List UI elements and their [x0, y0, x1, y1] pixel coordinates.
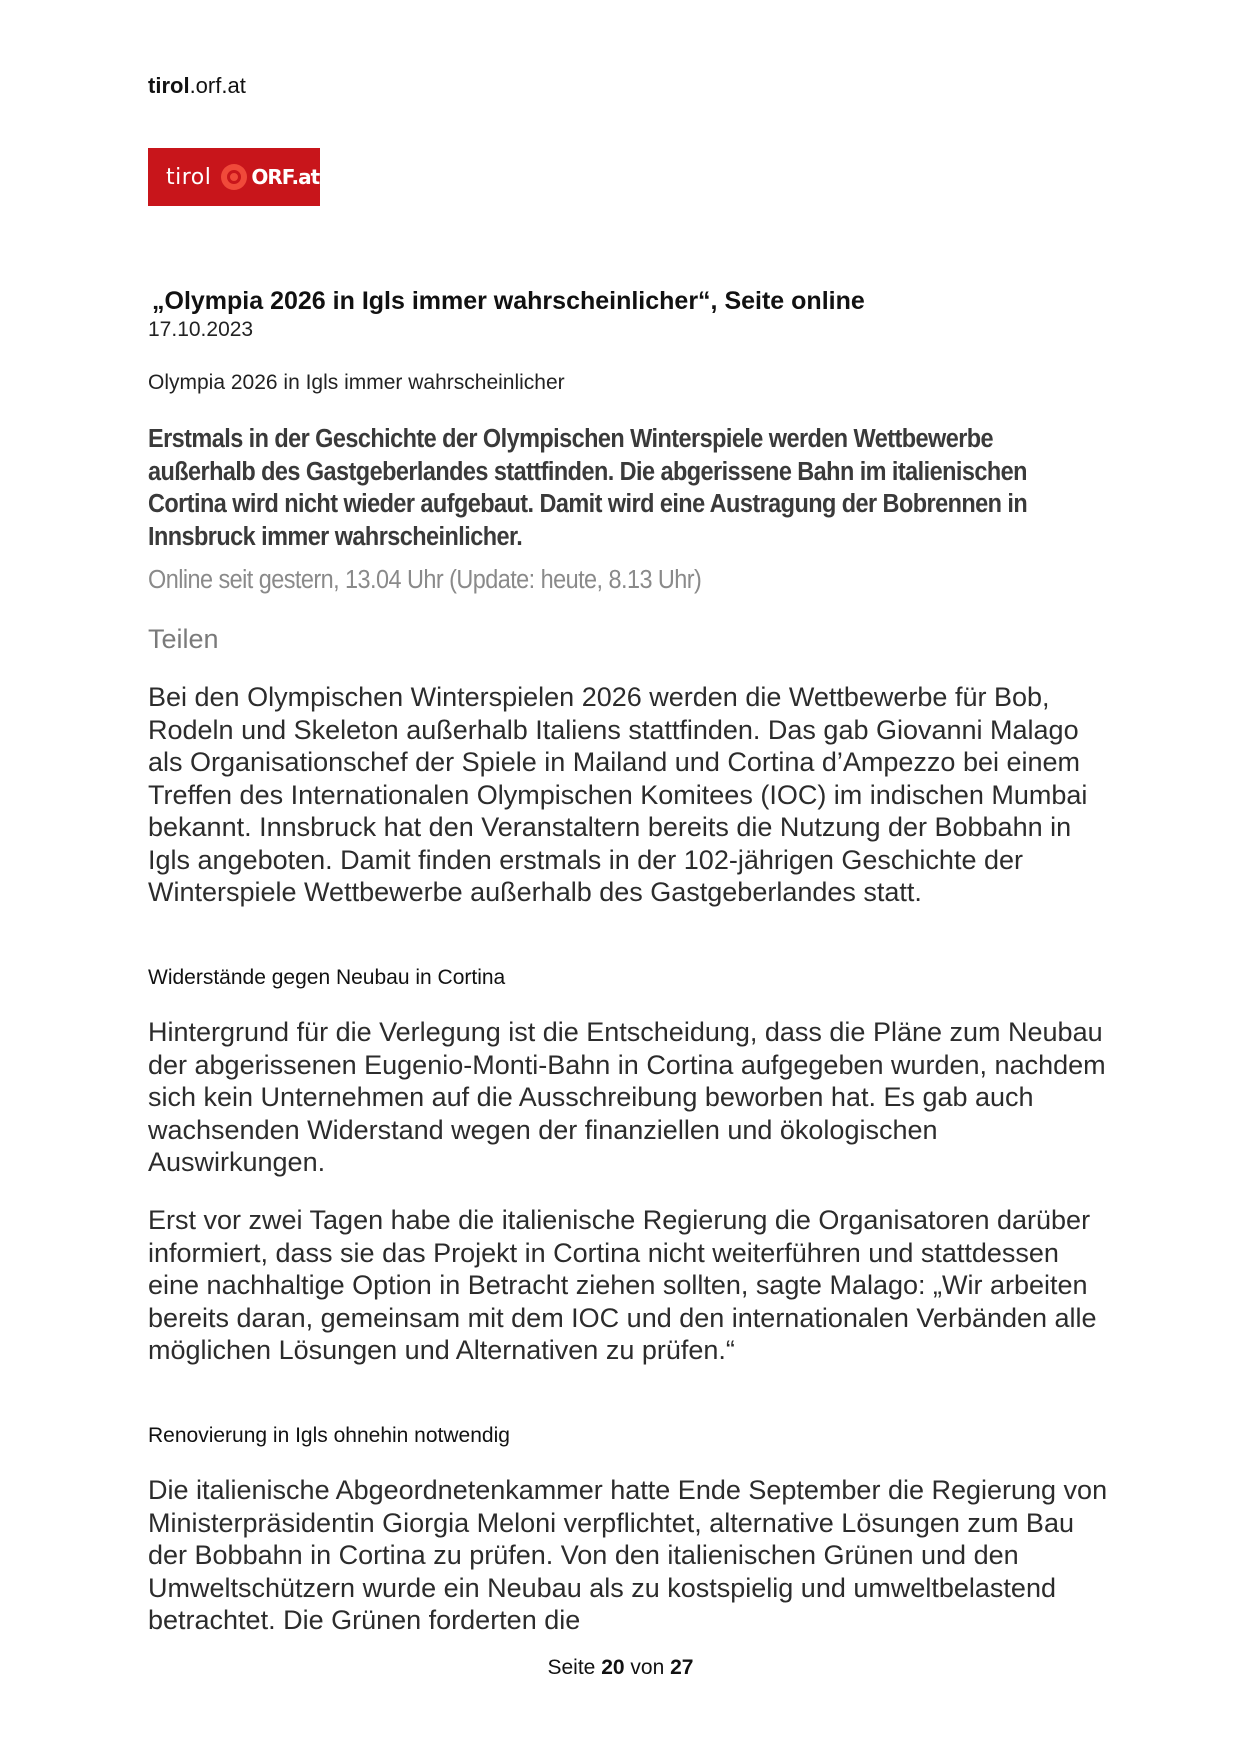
site-label	[148, 73, 246, 99]
footer-total-pages: 27	[670, 1656, 694, 1679]
footer-middle: von	[630, 1656, 665, 1679]
section-heading-2: Renovierung in Igls ohnehin notwendig	[148, 1424, 510, 1447]
article-title: „Olympia 2026 in Igls immer wahrscheinlicher“, Seite online	[152, 287, 865, 315]
tirol-orf-logo	[148, 148, 320, 206]
footer-current-page: 20	[601, 1656, 625, 1679]
logo-tirol-text: tirol	[166, 164, 212, 190]
site-label-rest: .orf.at	[189, 73, 246, 98]
section-heading-1: Widerstände gegen Neubau in Cortina	[148, 966, 506, 989]
footer-prefix: Seite	[547, 1656, 596, 1679]
article-date: 17.10.2023	[148, 318, 254, 341]
paragraph-3: Erst vor zwei Tagen habe die italienische Regierung die Organisatoren darüber informiert, dass sie das Projekt in Cortina nicht weiterführen und stattdessen eine nachhaltige Option in Betracht ziehen sollten, sagte Malago: „Wir arbeiten bereits daran, gemeinsam mit dem IOC und den internationalen Verbänden alle möglichen Lösungen und Alternativen zu prüfen.“	[148, 1205, 1097, 1365]
share-label: Teilen	[148, 624, 219, 654]
article-subtitle: Olympia 2026 in Igls immer wahrscheinlicher	[148, 371, 565, 394]
article-lead: Erstmals in der Geschichte der Olympischen Winterspiele werden Wettbewerbe außerhalb des Gastgeberlandes stattfinden. Die abgerissene Bahn im italienischen Cortina wird nicht wieder aufgebaut. Damit wird eine Austragung der Bobrennen in Innsbruck immer wahrscheinlicher.	[148, 425, 1028, 551]
online-since: Online seit gestern, 13.04 Uhr (Update: heute, 8.13 Uhr)	[148, 566, 702, 594]
paragraph-4: Die italienische Abgeordnetenkammer hatte Ende September die Regierung von Ministerpräsidentin Giorgia Meloni verpflichtet, alternative Lösungen zum Bau der Bobbahn in Cortina zu prüfen. Von den italienischen Grünen und den Umweltschützern wurde ein Neubau als zu kostspielig und umweltbelastend betrachtet. Die Grünen forderten die	[148, 1475, 1108, 1635]
orf-eye-icon	[221, 164, 247, 190]
logo-orf-text: ORF.at	[251, 165, 320, 189]
paragraph-1: Bei den Olympischen Winterspielen 2026 werden die Wettbewerbe für Bob, Rodeln und Skeleton außerhalb Italiens stattfinden. Das gab Giovanni Malago als Organisationschef der Spiele in Mailand und Cortina d’Ampezzo bei einem Treffen des Internationalen Olympischen Komitees (IOC) im indischen Mumbai bekannt. Innsbruck hat den Veranstaltern bereits die Nutzung der Bobbahn in Igls angeboten. Damit finden erstmals in der 102-jährigen Geschichte der Winterspiele Wettbewerbe außerhalb des Gastgeberlandes statt.	[148, 682, 1088, 907]
page-footer	[0, 1656, 1241, 1680]
paragraph-2: Hintergrund für die Verlegung ist die Entscheidung, dass die Pläne zum Neubau der abgerissenen Eugenio-Monti-Bahn in Cortina aufgegeben wurden, nachdem sich kein Unternehmen auf die Ausschreibung beworben hat. Es gab auch wachsenden Widerstand wegen der finanziellen und ökologischen Auswirkungen.	[148, 1017, 1106, 1177]
site-label-bold: tirol	[148, 73, 190, 98]
